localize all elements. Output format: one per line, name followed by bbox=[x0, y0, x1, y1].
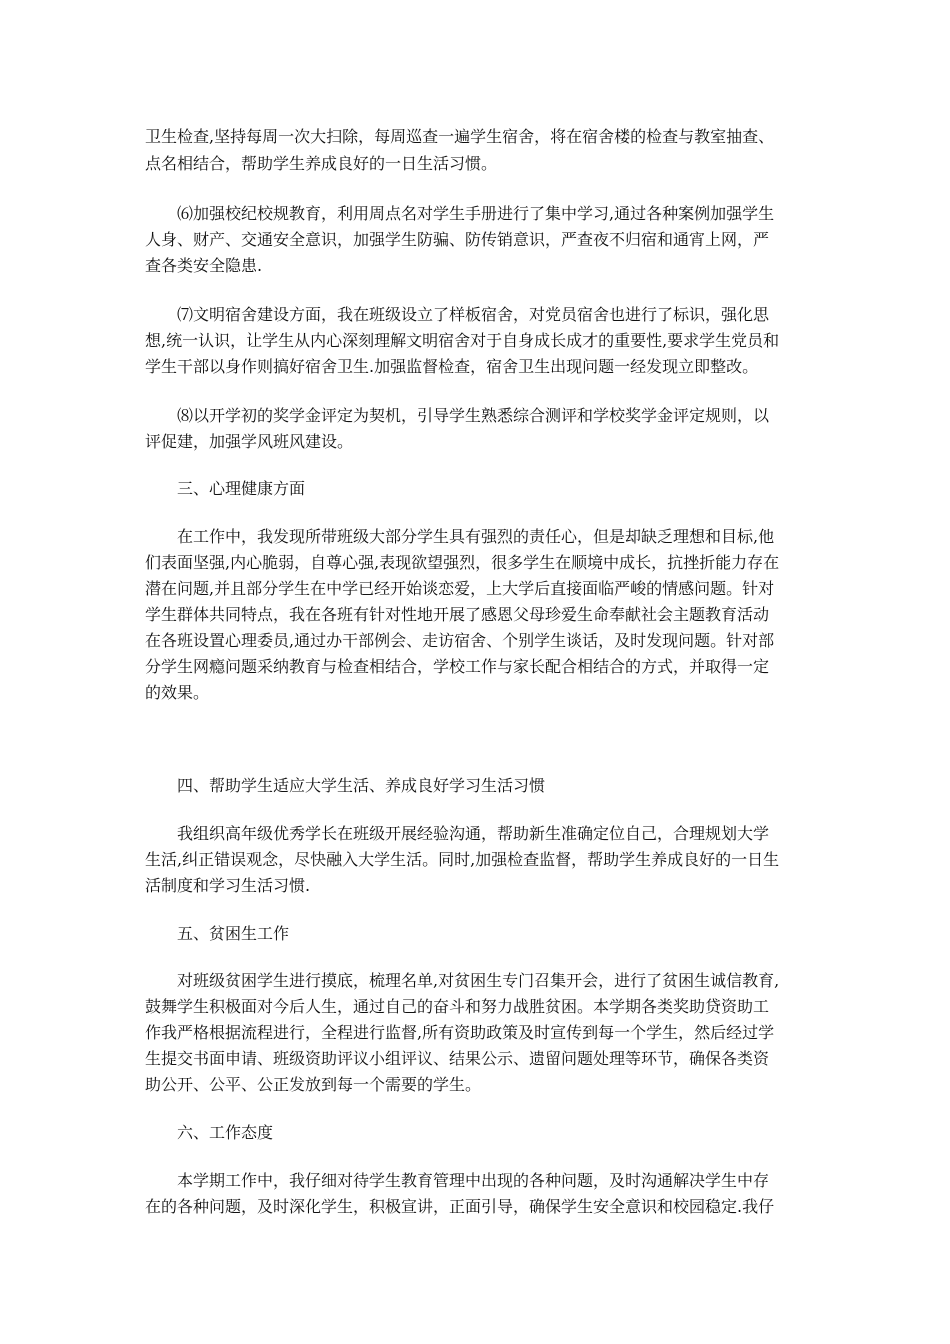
paragraph-line: 评促建，加强学风班风建设。 bbox=[145, 432, 354, 451]
paragraph-line: 查各类安全隐患. bbox=[145, 256, 263, 275]
section-heading: 三、心理健康方面 bbox=[177, 479, 306, 498]
paragraph-line: 潜在问题,并且部分学生在中学已经开始谈恋爱，上大学后直接面临严峻的情感问题。针对 bbox=[145, 579, 775, 598]
paragraph-line: ⑺文明宿舍建设方面，我在班级设立了样板宿舍，对党员宿舍也进行了标识，强化思 bbox=[177, 305, 770, 324]
section-heading: 四、帮助学生适应大学生活、养成良好学习生活习惯 bbox=[177, 776, 546, 795]
paragraph-line: 鼓舞学生积极面对今后人生，通过自己的奋斗和努力战胜贫困。本学期各类奖助贷资助工 bbox=[145, 997, 770, 1016]
paragraph-line: 们表面坚强,内心脆弱，自尊心强,表现欲望强烈，很多学生在顺境中成长，抗挫折能力存在 bbox=[145, 553, 780, 572]
section-heading: 六、工作态度 bbox=[177, 1123, 274, 1142]
paragraph-line: 想,统一认识，让学生从内心深刻理解文明宿舍对于自身成长成才的重要性,要求学生党员和 bbox=[145, 331, 780, 350]
paragraph-line: 在的各种问题，及时深化学生，积极宣讲，正面引导，确保学生安全意识和校园稳定.我仔 bbox=[145, 1197, 775, 1216]
paragraph-line: 生提交书面申请、班级资助评议小组评议、结果公示、遗留问题处理等环节，确保各类资 bbox=[145, 1049, 770, 1068]
paragraph-line: 生活,纠正错误观念，尽快融入大学生活。同时,加强检查监督，帮助学生养成良好的一日生 bbox=[145, 850, 780, 869]
paragraph-line: 作我严格根据流程进行，全程进行监督,所有资助政策及时宣传到每一个学生，然后经过学 bbox=[145, 1023, 775, 1042]
paragraph-line: 活制度和学习生活习惯. bbox=[145, 876, 311, 895]
paragraph-line: ⑹加强校纪校规教育，利用周点名对学生手册进行了集中学习,通过各种案例加强学生 bbox=[177, 204, 775, 223]
paragraph-line: 助公开、公平、公正发放到每一个需要的学生。 bbox=[145, 1075, 482, 1094]
paragraph-line: 本学期工作中，我仔细对待学生教育管理中出现的各种问题，及时沟通解决学生中存 bbox=[177, 1171, 770, 1190]
paragraph-line: 分学生网瘾问题采纳教育与检查相结合，学校工作与家长配合相结合的方式，并取得一定 bbox=[145, 657, 770, 676]
paragraph-line: 点名相结合，帮助学生养成良好的一日生活习惯。 bbox=[145, 154, 498, 173]
paragraph-line: 卫生检查,坚持每周一次大扫除，每周巡查一遍学生宿舍，将在宿舍楼的检查与教室抽查、 bbox=[145, 127, 775, 146]
paragraph-line: 在工作中，我发现所带班级大部分学生具有强烈的责任心，但是却缺乏理想和目标,他 bbox=[177, 527, 775, 546]
paragraph-line: 学生干部以身作则搞好宿舍卫生.加强监督检查，宿舍卫生出现问题一经发现立即整改。 bbox=[145, 357, 759, 376]
paragraph-line: 对班级贫困学生进行摸底，梳理名单,对贫困生专门召集开会，进行了贫困生诚信教育, bbox=[177, 971, 780, 990]
paragraph-line: 学生群体共同特点，我在各班有针对性地开展了感恩父母珍爱生命奉献社会主题教育活动 bbox=[145, 605, 770, 624]
paragraph-line: 的效果。 bbox=[145, 683, 210, 702]
paragraph-line: 人身、财产、交通安全意识，加强学生防骗、防传销意识，严查夜不归宿和通宵上网，严 bbox=[145, 230, 770, 249]
section-heading: 五、贫困生工作 bbox=[177, 924, 290, 943]
paragraph-line: ⑻以开学初的奖学金评定为契机，引导学生熟悉综合测评和学校奖学金评定规则，以 bbox=[177, 406, 770, 425]
paragraph-line: 在各班设置心理委员,通过办干部例会、走访宿舍、个别学生谈话，及时发现问题。针对部 bbox=[145, 631, 775, 650]
paragraph-line: 我组织高年级优秀学长在班级开展经验沟通，帮助新生准确定位自己，合理规划大学 bbox=[177, 824, 770, 843]
